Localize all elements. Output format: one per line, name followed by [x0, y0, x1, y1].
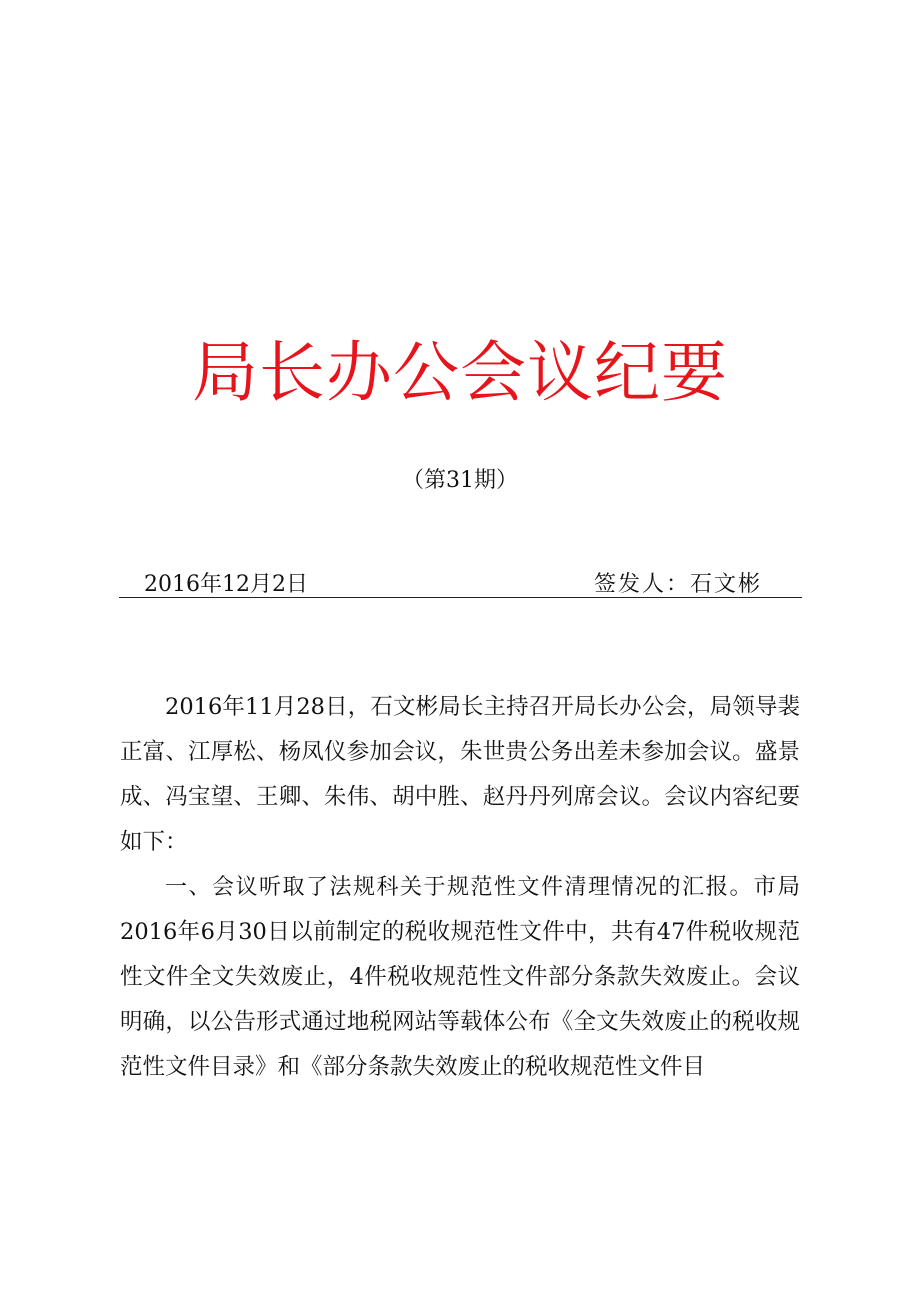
document-body [120, 685, 800, 1090]
document-title: 局长办公会议纪要 [192, 334, 728, 411]
issue-date: 2016年12月2日 [144, 572, 308, 597]
signer: 签发人：石文彬 [594, 572, 763, 597]
section-text-1: 报。市局2016年6月30日以前制定的税收规范性文件中，共有47件税收规范性文件全文失效废止，4件税收规范性文件部分条款失效废止。会议明确，以公告形式通过地税网站等载体公布《全文失效废止的税收规范性文件目录》和《部分条款失效废止的税收规范性文件目 [120, 874, 800, 1080]
issue-number: （第31期） [402, 468, 518, 493]
paragraph-item-1 [120, 865, 800, 1090]
paragraph-attendance: 2016年11月28日，石文彬局长主持召开局长办公会，局领导裴正富、江厚松、杨凤仪参加会议，朱世贵公务出差未参加会议。盛景成、冯宝望、王卿、朱伟、胡中胜、赵丹丹列席会议。会议内容纪要如下： [120, 694, 800, 855]
header-divider [119, 597, 802, 598]
section-heading-1: 一、会议听取了法规科关于规范性文件清理情况的汇 [165, 875, 706, 900]
